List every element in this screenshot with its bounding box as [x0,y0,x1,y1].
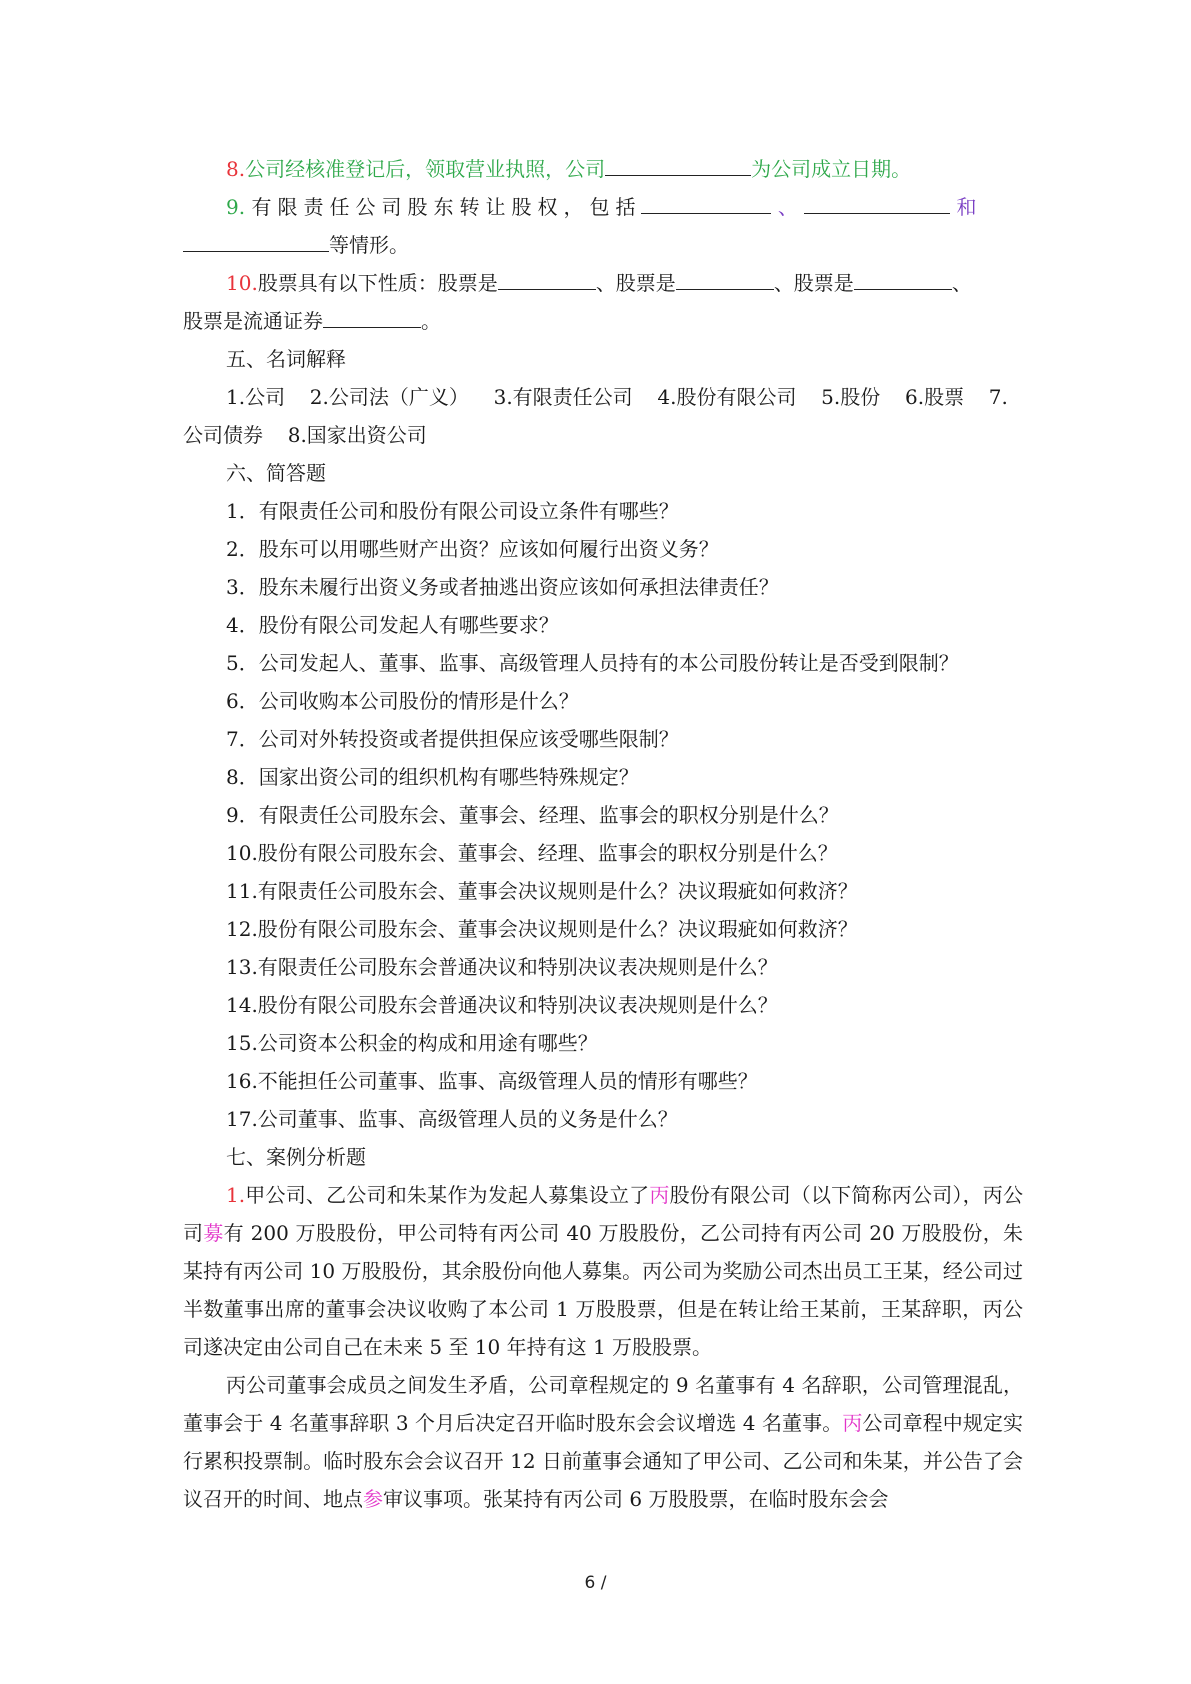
terms-list-line-1: 1.公司 2.公司法（广义） 3.有限责任公司 4.股份有限公司 5.股份 6.股票 7. [226,385,1008,409]
terms-list-line-2: 公司债券 8.国家出资公司 [183,423,427,447]
short-answer-item: 13.有限责任公司股东会普通决议和特别决议表决规则是什么？ [226,955,778,979]
question-text: 公司经核准登记后，领取营业执照，公司 [245,157,606,181]
answer-blank [323,305,421,328]
short-answer-item: 6．公司收购本公司股份的情形是什么？ [226,689,579,713]
case-text: 丙公司董事会成员之间发生矛盾，公司章程规定的 9 名董事有 4 名辞职，公司管理混乱，董事会于 4 名董事辞职 3 个月后决定召开临时股东会会议增选 4 名董事。 [183,1373,1023,1435]
case-text: 公司章程中规定实行累积投票制。临时股东会会议召开 12 日前董事会通知了甲公司、乙公司和朱某，并公告了会议召开的时间、地点 [183,1411,1024,1511]
short-answer-item: 7．公司对外转投资或者提供担保应该受哪些限制？ [226,727,679,751]
answer-blank [605,153,751,176]
short-answer-item: 16.不能担任公司董事、监事、高级管理人员的情形有哪些？ [226,1069,758,1093]
short-answer-item: 15.公司资本公积金的构成和用途有哪些？ [226,1031,598,1055]
question-text: 。 [421,309,441,333]
short-answer-item: 8．国家出资公司的组织机构有哪些特殊规定？ [226,765,639,789]
question-10 [183,264,1023,302]
separator: 、 [777,195,798,219]
answer-blank [183,229,329,252]
answer-blank [854,267,952,290]
question-text: 、 [951,271,972,295]
highlighted-char: 募 [203,1221,224,1245]
case-1-paragraph-2 [183,1366,1023,1518]
case-1-paragraph-1 [183,1176,1023,1366]
short-answer-item: 11.有限责任公司股东会、董事会决议规则是什么？决议瑕疵如何救济？ [226,879,858,903]
question-text: 、股票是 [773,271,854,295]
answer-blank [676,267,774,290]
short-answer-item: 10.股份有限公司股东会、董事会、经理、监事会的职权分别是什么？ [226,841,838,865]
page-number: 6 / [584,1573,607,1593]
question-text: 、股票是 [595,271,676,295]
case-text: 有 200 万股股份，甲公司特有丙公司 40 万股股份，乙公司持有丙公司 20 万股股份，朱某持有丙公司 10 万股股份，其余股份向他人募集。丙公司为奖励公司杰出员工王某，经公司过半数董事出席的董事会决议收购了本公司 1 万股股票，但是在转让给王某前，王某辞职，丙公司遂决定由公司自己在未来 5 至 10 年持有这 1 万股股票。 [183,1221,1024,1359]
short-answer-item: 3．股东未履行出资义务或者抽逃出资应该如何承担法律责任？ [226,575,779,599]
short-answer-item: 17.公司董事、监事、高级管理人员的义务是什么？ [226,1107,678,1131]
question-text: 股票是流通证券 [183,309,323,333]
short-answer-item: 2．股东可以用哪些财产出资？应该如何履行出资义务？ [226,537,719,561]
document-body [183,150,1023,1518]
case-text: 审议事项。张某持有丙公司 6 万股股票，在临时股东会会 [383,1487,889,1511]
section-heading-short-answer: 六、简答题 [226,461,326,485]
short-answer-item: 12.股份有限公司股东会、董事会决议规则是什么？决议瑕疵如何救济？ [226,917,858,941]
section-heading-terms: 五、名词解释 [226,347,346,371]
question-text: 等情形。 [329,233,409,257]
case-text: 股份有限公司（以下简称丙公司），丙公司 [183,1183,1024,1245]
question-number: 9. [226,195,246,219]
short-answer-item: 9．有限责任公司股东会、董事会、经理、监事会的职权分别是什么？ [226,803,839,827]
question-number: 10. [226,271,258,295]
highlighted-char: 参 [363,1487,383,1511]
question-text: 有限责任公司股东转让股权，包括 [251,195,642,219]
short-answer-item: 5．公司发起人、董事、监事、高级管理人员持有的本公司股份转让是否受到限制？ [226,651,959,675]
short-answer-item: 1．有限责任公司和股份有限公司设立条件有哪些？ [226,499,679,523]
question-10-continued [183,302,1023,340]
case-number: 1. [226,1183,246,1207]
answer-blank [498,267,596,290]
short-answer-item: 14.股份有限公司股东会普通决议和特别决议表决规则是什么？ [226,993,778,1017]
case-text: 甲公司、乙公司和朱某作为发起人募集设立了 [245,1183,650,1207]
question-text: 股票具有以下性质：股票是 [257,271,498,295]
answer-blank [804,191,950,214]
question-9 [183,188,1023,226]
question-number: 8. [226,157,246,181]
highlighted-char: 丙 [842,1411,863,1435]
section-heading-case-analysis: 七、案例分析题 [226,1145,366,1169]
short-answer-item: 4．股份有限公司发起人有哪些要求？ [226,613,559,637]
highlighted-char: 丙 [649,1183,670,1207]
question-text: 为公司成立日期。 [751,157,912,181]
conjunction: 和 [956,195,977,219]
question-8 [183,150,1023,188]
question-9-continued [183,226,1023,264]
answer-blank [641,191,771,214]
